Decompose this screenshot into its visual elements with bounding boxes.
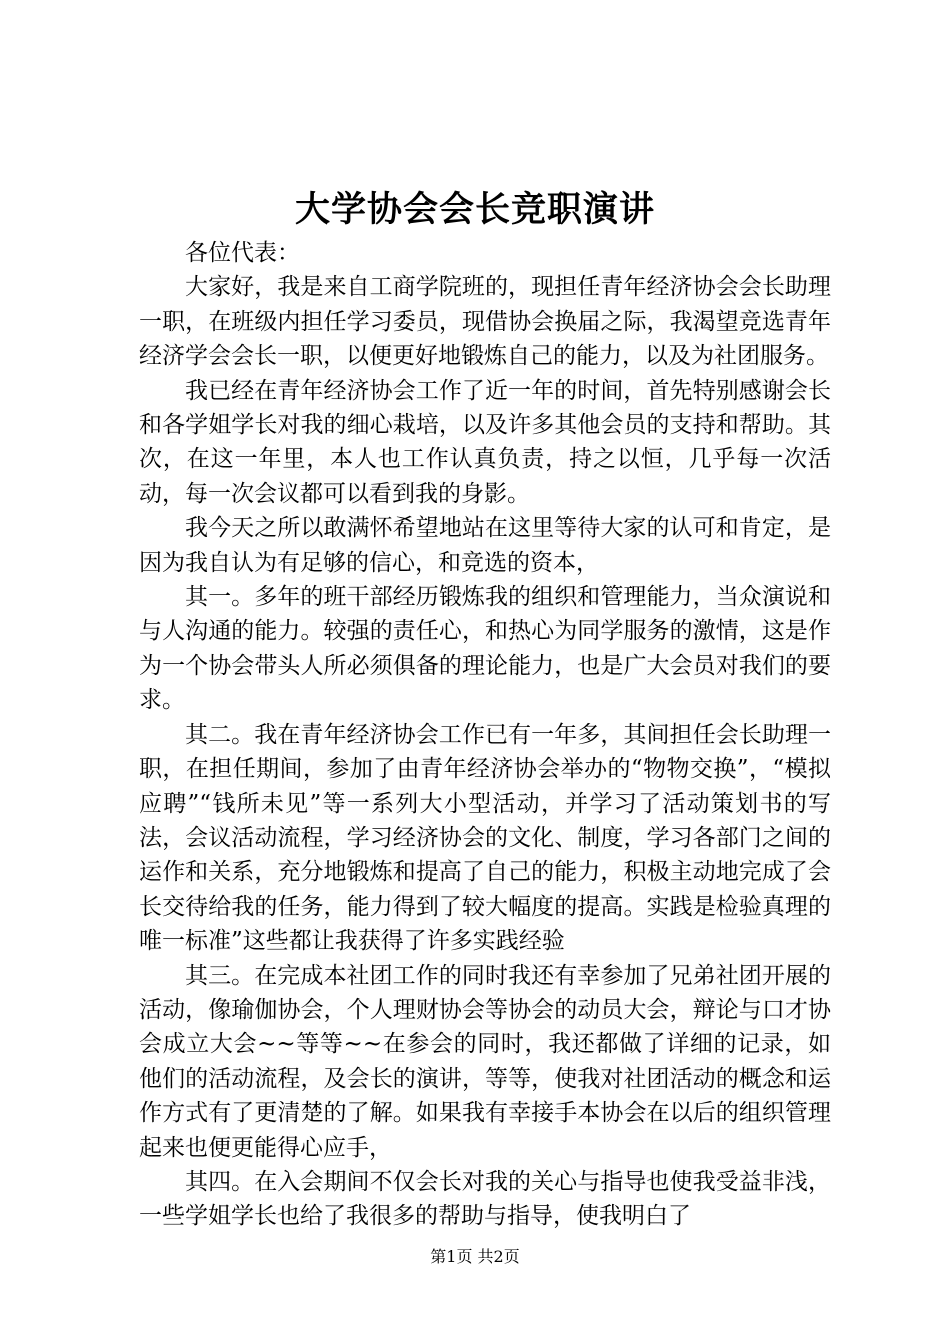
- page-number-footer: 第1页 共2页: [430, 1247, 520, 1266]
- document-title: 大学协会会长竞职演讲: [294, 189, 655, 230]
- paragraph: 我今天之所以敢满怀希望地站在这里等待大家的认可和肯定，是因为我自认为有足够的信心，和竞选的资本，: [139, 515, 831, 576]
- document-body: [139, 236, 831, 1234]
- paragraph: 其二。我在青年经济协会工作已有一年多，其间担任会长助理一职，在担任期间，参加了由青年经济协会举办的“物物交换”，“模拟应聘”“钱所未见”等一系列大小型活动，并学习了活动策划书的写法，会议活动流程，学习经济协会的文化、制度，学习各部门之间的运作和关系，充分地锻炼和提高了自己的能力，积极主动地完成了会长交待给我的任务，能力得到了较大幅度的提高。实践是检验真理的唯一标准”这些都让我获得了许多实践经验: [139, 721, 831, 955]
- paragraph: 大家好，我是来自工商学院班的，现担任青年经济协会会长助理一职，在班级内担任学习委员，现借协会换届之际，我渴望竞选青年经济学会会长一职，以便更好地锻炼自己的能力，以及为社团服务。: [139, 274, 831, 370]
- paragraph: 其四。在入会期间不仅会长对我的关心与指导也使我受益非浅，一些学姐学长也给了我很多的帮助与指导，使我明白了: [139, 1168, 831, 1230]
- paragraph: 我已经在青年经济协会工作了近一年的时间，首先特别感谢会长和各学姐学长对我的细心栽培，以及许多其他会员的支持和帮助。其次，在这一年里，本人也工作认真负责，持之以恒，几乎每一次活动，每一次会议都可以看到我的身影。: [139, 377, 831, 507]
- paragraph: 其三。在完成本社团工作的同时我还有幸参加了兄弟社团开展的活动，像瑜伽协会，个人理财协会等协会的动员大会，辩论与口才协会成立大会~~等等~~在参会的同时，我还都做了详细的记录，如他们的活动流程，及会长的演讲，等等，使我对社团活动的概念和运作方式有了更清楚的了解。如果我有幸接手本协会在以后的组织管理起来也便更能得心应手，: [139, 962, 831, 1161]
- paragraph: 其一。多年的班干部经历锻炼我的组织和管理能力，当众演说和与人沟通的能力。较强的责任心，和热心为同学服务的激情，这是作为一个协会带头人所必须俱备的理论能力，也是广大会员对我们的要求。: [139, 584, 831, 714]
- salutation: 各位代表：: [185, 240, 300, 266]
